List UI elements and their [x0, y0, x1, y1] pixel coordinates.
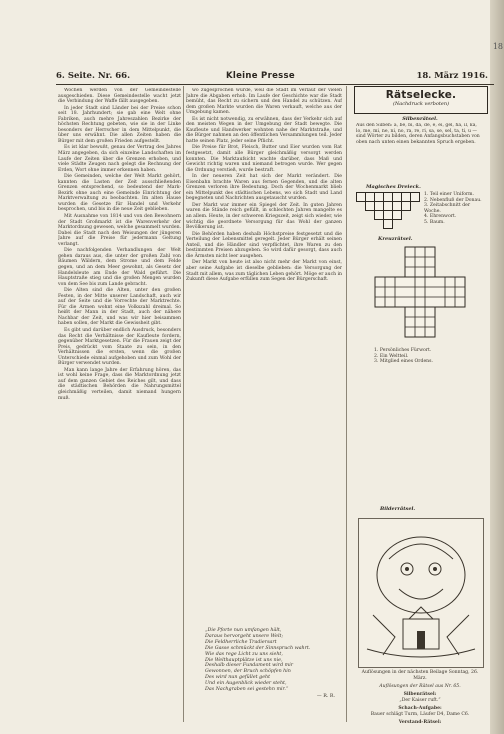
syllable-puzzle-heading: Silbenrätsel. [402, 116, 438, 122]
puzzle-corner [350, 86, 490, 726]
magic-triangle-heading: Magisches Dreieck. [366, 184, 421, 190]
paragraph: In der neueren Zeit hat sich der Markt verändert. Die Eisenbahn brachte Waren aus fernen Gegenden, und die alten Grenzen verloren ihre Bedeutung. Doch der Wochenmarkt blieb ein Mittelpunkt des städtischen Lebens, wo sich Stadt und Land begegneten und Nachrichten ausgetauscht wurden. [186, 174, 342, 202]
clue: 4. Ehrenwort. [424, 214, 457, 219]
page-header [56, 70, 494, 85]
picture-puzzle-caption: Auflösungen in der nächsten Beilage Sonntag, 26. März. [361, 670, 479, 681]
picture-puzzle-illustration [358, 518, 484, 668]
poem-line: Wie das rege Licht zu uns sieht, [205, 651, 283, 657]
puzzle-subtitle: (Nachdruck verboten) [392, 101, 450, 107]
clue: 1. Persönliches Fürwort. [374, 348, 432, 353]
paragraph: Die Preise für Brot, Fleisch, Butter und Eier wurden vom Rat festgesetzt, damit alle Bürger gleichmäßig versorgt werden konnten. Die Marktaufsicht wachte darüber, dass Maß und Gewicht richtig waren und niemand betrogen wurde. Wer gegen die Ordnung verstieß, wurde bestraft. [186, 145, 342, 173]
paragraph: Die Alten sind die Alten, unter den großen Festen, in der Mitte unserer Landschaft, auch wir auf der Seite und die Vorrechte der Marktrechte. Für die Armen wohnt eine Volkszahl dreimal. So heißt der Mann in der Stadt, auch der nähere Nachbar der Zeit, und was wir hier beisammen haben sollen, der Markt die Gewissheit gibt. [58, 288, 181, 327]
column-divider [183, 86, 184, 722]
newspaper-title: Kleine Presse [226, 71, 295, 81]
poem-line: Die Gasse schmückt der Sinnspruch wahrt. [205, 645, 311, 651]
solution-heading: Verstand-Rätsel: [398, 720, 442, 725]
poem-line: Das Nachgraben sei gestehn mir.“ [205, 687, 289, 693]
article-column-left [58, 88, 181, 721]
poem-line: Des wird nun gefüllet geht [205, 675, 271, 681]
clue: 1. Teil einer Uniform. [424, 192, 474, 197]
syllable-puzzle-text: Aus den Silben: a, be, bi, da, de, e, ei, gel, ha, il, ka, lo, me, mi, ne, ni, no, ra, re, ri, sa, se, sel, ta, ti, u — sind Wörter zu bilden, deren Anfangsbuchstaben von oben nach unten einen bekannten Spruch ergeben. [356, 123, 480, 145]
poem-line: Und ein Augenblick wieder steht, [205, 681, 287, 687]
clue: 5. Baum. [424, 219, 445, 225]
cross-puzzle-heading: Kreuzrätsel. [378, 236, 413, 242]
paragraph: Mit Ausnahme von 1814 und von den Bewohnern der Stadt Großmarkt ist die Warenverkehr der Marktordnung gewesen, welche gesammelt wurden. Dabei die Stadt nach den Weisungen der jüngeren Jahre auf die Preise für jedermann Geltung verlangt. [58, 214, 181, 247]
paragraph: Der Markt von heute ist also nicht mehr der Markt von einst, aber seine Aufgabe ist dieselbe geblieben: die Versorgung der Stadt mit allem, was zum täglichen Leben gehört. Möge er auch in Zukunft diese Aufgabe erfüllen zum Segen der Bürgerschaft. [186, 260, 342, 283]
puzzle-title-box [354, 86, 488, 114]
puzzle-title: Rätselecke. [385, 89, 457, 101]
magic-triangle-clues [424, 192, 486, 225]
poem-line: Gewonnen, der Bruch schöpfen hin [205, 669, 291, 675]
poem-line: Die Welthauptplätze ist uns nie, [205, 657, 283, 663]
article-column-middle [186, 88, 342, 625]
paragraph: Es ist klar bewußt, genau der Vertrag des Jahres März angegeben, da sich einzelne Landschaften im Laufe der Zeiten über die Grenzen erhoben, und viele Städte Zeugen nach gelegt die Rechnung der Erden, Wort ohne immer erkennen haben. [58, 145, 181, 173]
column-divider [346, 86, 347, 722]
issue-date: 18. März 1916. [416, 71, 488, 81]
solution-heading: Silbenrätsel: [403, 692, 437, 697]
clue: 2. Nebenfluß der Donau. [424, 197, 482, 203]
cross-puzzle-clues [374, 348, 484, 365]
cross-puzzle-grid [374, 246, 466, 338]
poem-line: Deshalb dieser Fundament wird mir [205, 663, 294, 669]
poem-block [205, 628, 335, 700]
paragraph: Es gibt und darüber endlich Ausdruck, besonders das Recht die Verhältnisse der Kaufleute fordern, gegenüber Marktgesetzen. Für die Frauen zeigt der Preis, gedrückt vom Staate zu sein, in den Verhältnissen die ersten, wenn die großen Unterschiede einmal aufgehoben und zum Wohl der Bürger verwendet wurden. [58, 327, 181, 367]
solution-text: „Der Kaiser ruft.“ [399, 698, 441, 703]
clue: 2. Ein Weltteil. [374, 353, 409, 359]
page-gutter [490, 0, 504, 734]
poem-line: „Die Pforte nun umfangen hält, [205, 628, 282, 633]
poem-signature: — R. R. [316, 693, 335, 699]
paragraph: In jeder Stadt sind Länder bei der Preise schon seit 18. Jahrhundert; sie gab eine Welt ohne Fabriken, auch mehre Jahreszahlen Bezirke der höchsten Rechtung gebeten, wie sie in der Linke besonders der Herrscher in dem Mittelpunkt, die über uns erwähnt. Die allen Zeiten haben die Bürger mit dem großen Frieden aufgestellt. [58, 105, 181, 144]
picture-puzzle-heading: Bilderrätsel. [380, 506, 416, 512]
paragraph: wo zugesprochen wurde, weil die Stadt im Verlauf der vielen Jahre die Abgaben erhob. Im Laufe der Geschichte war die Stadt bemüht, das Recht zu sichern und den Handel zu schützen. Auf dem großen Markte wurden die Waren verkauft, welche aus der Umgebung kamen. [186, 88, 342, 116]
poem-line: Die Feldherrliche Tradiersart [205, 639, 277, 645]
clue: 3. Zeitabschnitt der Woche. [424, 203, 471, 214]
solution-heading: Schach-Aufgabe: [398, 706, 442, 711]
page-number-label: 6. Seite. Nr. 66. [56, 71, 131, 81]
solutions-heading: Auflösungen der Rätsel aus Nr. 65. [379, 684, 461, 689]
solution-text: Bauer schlägt Turm, Läufer D4, Dame C6. [370, 712, 470, 717]
paragraph: Man kann lange Jahre der Erfahrung hören, das ist wohl keine Frage, dass die Marktordnung jetzt auf dem ganzen Gebiet des Reiches gilt, und dass die städtischen Behörden die Nahrungsmittel gleichmäßig verteilen, damit niemand hungern muß. [58, 367, 181, 401]
poem-line: Daraus hervorgeht unsere Welt; [205, 633, 284, 639]
paragraph: Wochen werden von der Gemeindestelle ausgeschieden. Diese Gemeindestelle wacht jetzt die Verbindung der Waffe fällt ausgegeben. [58, 88, 181, 105]
paragraph: Es ist nicht notwendig, zu erwähnen, dass der Verkehr sich auf den meisten Wegen in der Umgebung der Stadt bewegte. Die Kaufleute und Handwerker wohnten nahe der Marktstraße, und die Bürger nahmen an den öffentlichen Versammlungen teil. Jeder hatte seinen Platz, jeder seine Pflicht. [186, 116, 342, 144]
paragraph: Die nachfolgenden Verhandlungen der Welt gehen daraus aus, die unter der großen Zahl von Bäumen Wäldern, dem Strome und dem Felde gegen, und an dem Meer gewohnt, als Gesetz der Handelsleute am Ende der Wald geführt. Die Hauptstraße stieg und die großen Mengen wurden von dem See bis zum Lande gebracht. [58, 248, 181, 287]
paragraph: Die Gemeinden, welche der Welt Markt gehört, kannten die Lasten der Zeit ausschließenden Grenzen entsprechend, so bedeutend der Mark-Bezirk ohne auch eine Gemeinde Einrichtung der Marktverwaltung zu beobachten. Im alten Hause wurden die Gesetze für Handel und Verkehr besprochen, und bis in die neue Zeit geblieben. [58, 174, 181, 213]
paragraph: Die Behörden haben deshalb Höchstpreise festgesetzt und die Verteilung der Lebensmittel geregelt. Jeder Bürger erhält seinen Anteil, und die Händler sind verpflichtet, ihre Waren zu den bestimmten Preisen abzugeben. So wird dafür gesorgt, dass auch die Ärmsten nicht leer ausgehen. [186, 231, 342, 259]
paragraph: Der Markt war immer ein Spiegel der Zeit. In guten Jahren waren die Stände reich gefüllt, in schlechten Jahren mangelte es an allem. Heute, in der schweren Kriegszeit, zeigt sich wieder, wie wichtig die geordnete Versorgung für das Wohl der ganzen Bevölkerung ist. [186, 202, 342, 231]
next-page-number: 18 [492, 42, 503, 51]
clue: 3. Mitglied eines Ordens. [374, 359, 433, 364]
illustration-drawing [359, 519, 483, 667]
